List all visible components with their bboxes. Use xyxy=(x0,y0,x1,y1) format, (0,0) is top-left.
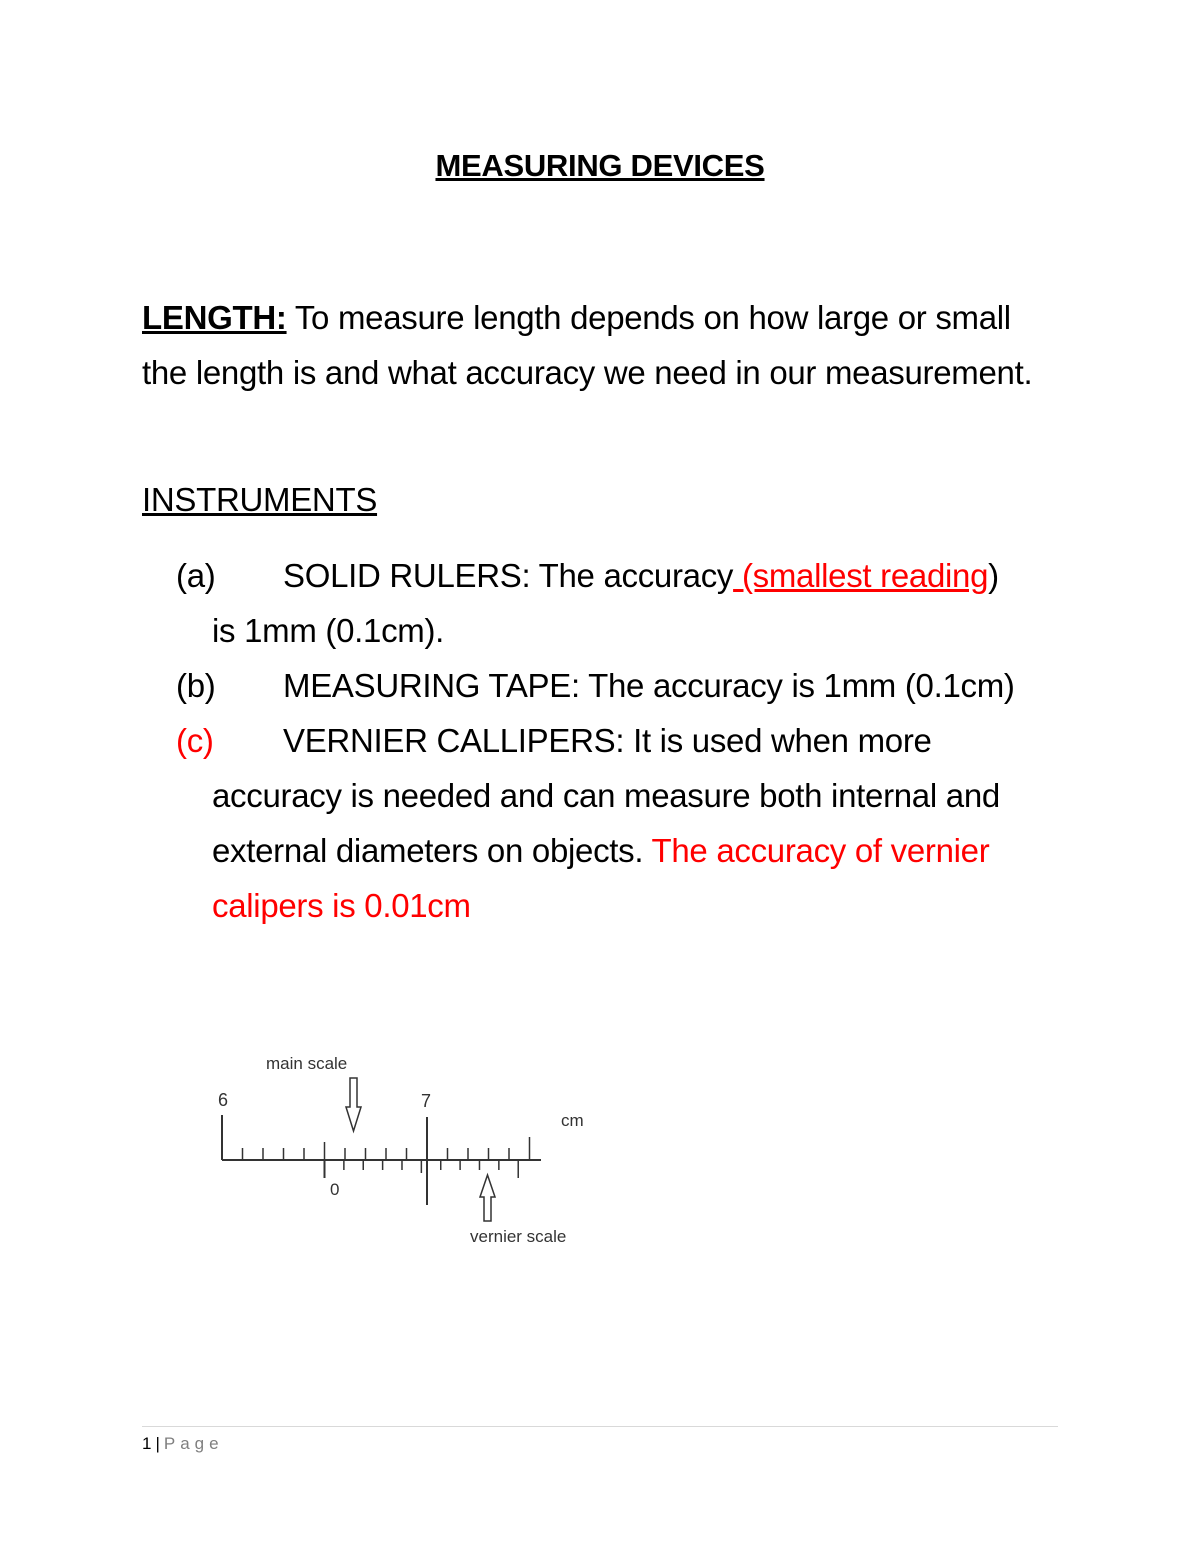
page-number: 1 xyxy=(142,1434,152,1453)
vernier-zero-label: 0 xyxy=(330,1180,340,1199)
length-paragraph xyxy=(142,290,1042,400)
vernier-scale-label: vernier scale xyxy=(470,1227,567,1246)
main-scale-label: main scale xyxy=(266,1054,348,1073)
length-lead: LENGTH: xyxy=(142,299,287,336)
item-text: MEASURING TAPE: The accuracy is 1mm (0.1cm) xyxy=(283,667,1015,704)
unit-label: cm xyxy=(561,1111,584,1130)
page-footer xyxy=(142,1434,224,1454)
item-label: (c) xyxy=(176,722,214,759)
footer-separator: | xyxy=(155,1434,160,1453)
page-title: MEASURING DEVICES xyxy=(435,148,765,183)
item-after-highlight: ) xyxy=(988,557,999,594)
footer-divider xyxy=(142,1426,1058,1427)
item-label: (a) xyxy=(176,557,216,594)
item-highlight: The accuracy of vernier calipers is 0.01cm xyxy=(212,832,990,924)
list-item-vernier-callipers xyxy=(176,713,1076,933)
list-item-measuring-tape xyxy=(176,658,1076,713)
main-end-label: 7 xyxy=(421,1091,432,1111)
item-name: SOLID RULERS: The accuracy xyxy=(283,557,734,594)
page-word: Page xyxy=(163,1434,224,1453)
vernier-caliper-diagram xyxy=(200,1045,620,1255)
item-continuation-text: accuracy is needed and can measure both internal and external diameters on objects. xyxy=(212,777,1000,869)
item-name: VERNIER CALLIPERS: It is used when more xyxy=(283,722,932,759)
main-scale-arrow-icon xyxy=(346,1078,361,1131)
instruments-heading: INSTRUMENTS xyxy=(142,481,378,518)
length-text: To measure length depends on how large or small the length is and what accuracy we need in our measurement. xyxy=(142,299,1033,391)
item-label: (b) xyxy=(176,667,216,704)
list-item-solid-rulers xyxy=(176,548,1076,658)
item-highlight: (smallest reading xyxy=(733,557,989,594)
vernier-scale-arrow-icon xyxy=(480,1175,495,1221)
main-start-label: 6 xyxy=(218,1090,229,1110)
vernier-scale xyxy=(325,1160,519,1178)
item-continuation: is 1mm (0.1cm). xyxy=(212,612,445,649)
item-continuation xyxy=(176,768,1076,933)
